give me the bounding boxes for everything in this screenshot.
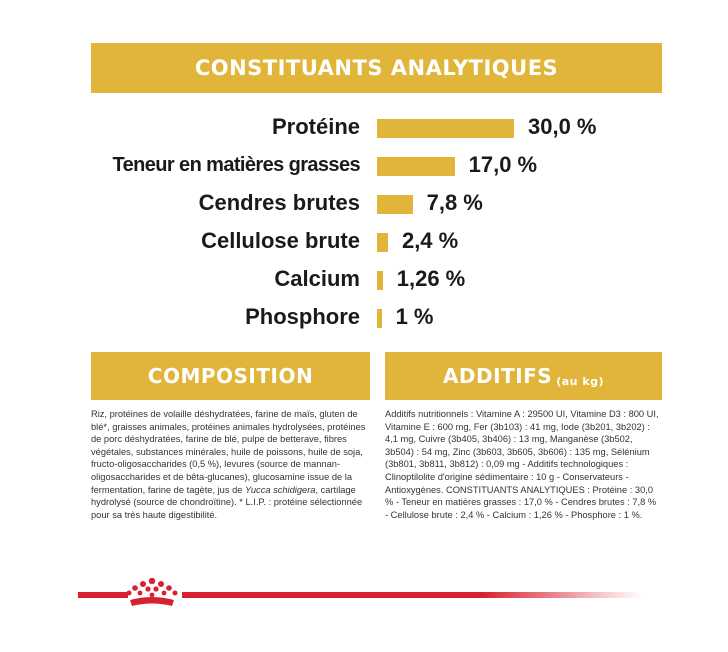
analytical-row-label: Protéine: [271, 114, 360, 139]
composition-text: [91, 408, 367, 521]
analytical-row-bar: [377, 157, 455, 176]
analytical-row: [0, 262, 728, 300]
analytical-row: [0, 186, 728, 224]
additives-title: ADDITIFS: [442, 364, 553, 388]
composition-title: COMPOSITION: [147, 364, 314, 388]
analytical-row-label: Cellulose brute: [201, 228, 360, 253]
footer-red-line-left: [78, 592, 128, 598]
analytical-row: [0, 148, 728, 186]
analytical-row-bar: [377, 119, 514, 138]
analytical-row-label: Teneur en matières grasses: [112, 154, 360, 176]
analytical-constituents-title: CONSTITUANTS ANALYTIQUES: [194, 56, 559, 80]
analytical-row-value: 7,8 %: [426, 190, 483, 215]
analytical-row-value: 30,0 %: [528, 114, 597, 139]
composition-text-after: , cartilage hydrolysé (source de chondroïtine). * L.I.P. : protéine sélectionnée pour sa très haute digestibilité.: [91, 484, 363, 520]
analytical-row-label: Cendres brutes: [198, 190, 360, 215]
royal-canin-crown-icon: [122, 576, 182, 610]
analytical-row: [0, 110, 728, 148]
composition-text-before: Riz, protéines de volaille déshydratées, farine de maïs, gluten de blé*, graisses animales, protéines animales hydrolysées, protéines de porc déshydratées, farine de blé, pulpe de betterave, fibres végétales, substances minérales, huile de poissons, huile de soja, fructo-oligosaccharides (0,5 %), levures (source de mannan-oligosaccharides et de bêta-glucanes), glucosamine issue de la fermentation, farine de tagète, jus de: [91, 409, 366, 495]
composition-text-italic: Yucca schidigera: [245, 484, 316, 495]
analytical-row-value: 1,26 %: [396, 266, 466, 291]
analytical-row: [0, 224, 728, 262]
additives-title-suffix: (au kg): [556, 375, 605, 388]
analytical-row-label: Phosphore: [245, 304, 360, 329]
analytical-row: [0, 300, 728, 338]
analytical-row-value: 1 %: [395, 304, 434, 329]
analytical-row-bar: [377, 271, 383, 290]
analytical-row-value: 17,0 %: [468, 152, 538, 177]
analytical-row-bar: [377, 195, 413, 214]
additives-banner: [385, 352, 662, 400]
analytical-row-label: Calcium: [274, 266, 360, 291]
composition-banner: [91, 352, 370, 400]
additives-text: Additifs nutritionnels : Vitamine A : 29500 UI, Vitamine D3 : 800 UI, Vitamine E : 600 mg, Fer (3b103) : 41 mg, Iode (3b201, 3b202) : 4,1 mg, Cuivre (3b405, 3b406) : 13 mg, Manganèse (3b502, 3b504) : 54 mg, Zinc (3b603, 3b605, 3b606) : 135 mg, Sélénium (3b801, 3b811, 3b812) : 0,09 mg - Additifs technologiques : Clinoptilolite d'origine sédimentaire : 10 g - Conservateurs - Antioxygènes. CONSTITUANTS ANALYTIQUES : Protéine : 30,0 % - Teneur en matières grasses : 17,0 % - Cendres brutes : 7,8 % - Cellulose brute : 2,4 % - Calcium : 1,26 % - Phosphore : 1 %.: [385, 409, 659, 520]
analytical-constituents-banner: [91, 43, 662, 93]
analytical-row-value: 2,4 %: [401, 228, 459, 253]
footer-red-line-right: [182, 592, 642, 598]
analytical-row-bar: [377, 233, 388, 252]
analytical-row-bar: [377, 309, 382, 328]
